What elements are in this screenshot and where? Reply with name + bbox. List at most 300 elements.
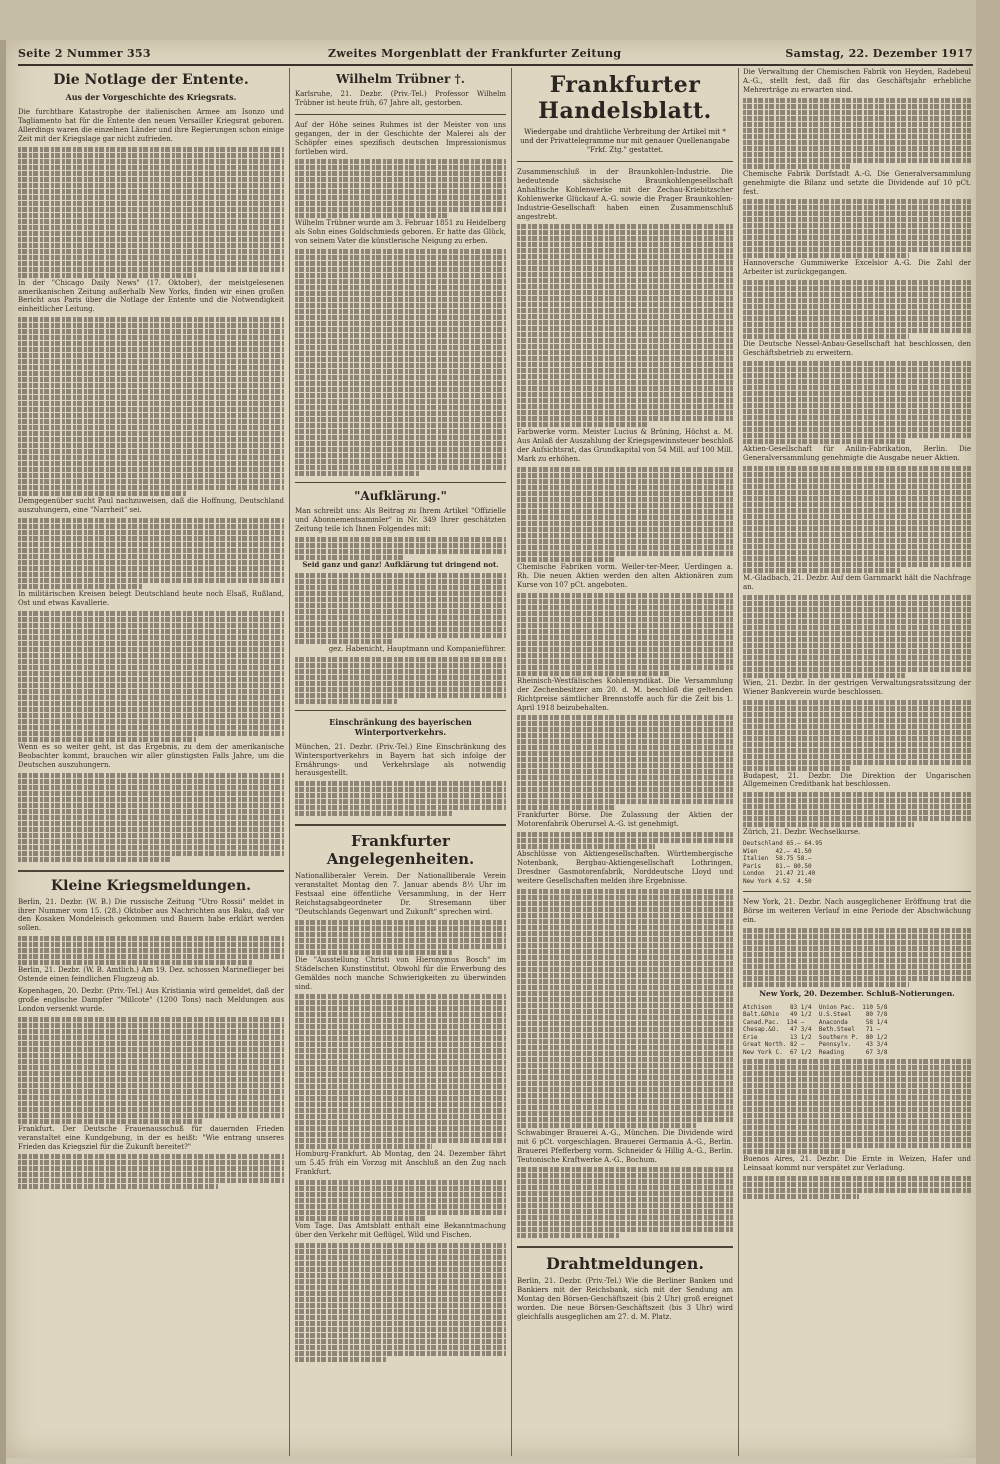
text-line xyxy=(295,633,506,638)
text-line xyxy=(517,647,733,652)
text-line xyxy=(295,1024,506,1029)
text-line xyxy=(295,423,506,428)
text-line xyxy=(18,273,196,278)
text-line xyxy=(18,1023,284,1028)
text-line xyxy=(517,1117,733,1122)
text-line xyxy=(295,681,506,686)
text-line xyxy=(295,781,506,786)
text-line xyxy=(743,643,971,648)
text-line xyxy=(295,627,506,632)
text-line xyxy=(295,249,506,254)
text-line xyxy=(743,334,909,339)
text-line xyxy=(295,195,506,200)
article-lead: Karlsruhe, 21. Dezbr. (Priv.-Tel.) Professor Wilhelm Trübner ist heute früh, 67 Jahre alt, gestorben. xyxy=(295,90,506,107)
text-line xyxy=(743,98,971,103)
text-line xyxy=(517,503,733,508)
text-line xyxy=(517,386,733,391)
text-line xyxy=(295,573,506,578)
text-line xyxy=(295,261,506,266)
text-line xyxy=(295,1180,506,1185)
text-line xyxy=(517,1209,733,1214)
text-line xyxy=(18,572,284,577)
text-line xyxy=(18,213,284,218)
text-block xyxy=(743,199,971,258)
text-line xyxy=(295,465,506,470)
text-line xyxy=(517,224,733,229)
text-line xyxy=(18,566,284,571)
text-block xyxy=(743,1059,971,1154)
article-title: Die Notlage der Entente. xyxy=(53,72,249,88)
text-line xyxy=(743,322,971,327)
text-block xyxy=(295,994,506,1149)
text-line xyxy=(743,1143,971,1148)
text-line xyxy=(295,1120,506,1125)
text-line xyxy=(18,1041,284,1046)
section-masthead: Frankfurter Handelsblatt. xyxy=(538,72,712,124)
text-line xyxy=(295,944,506,949)
text-line xyxy=(743,421,971,426)
text-line xyxy=(743,556,971,561)
text-line xyxy=(18,1065,284,1070)
article-paragraph: Auf der Höhe seines Ruhmes ist der Meister von uns gegangen, der in der Geschichte der Malerei als der Schöpfer eines spezifisch deutschen Impressionismus fortleben wird. xyxy=(295,120,506,156)
business-item: Zürich, 21. Dezbr. Wechselkurse. xyxy=(743,828,861,837)
text-line xyxy=(295,387,506,392)
text-line xyxy=(517,320,733,325)
business-item: Wien, 21. Dezbr. In der gestrigen Verwaltungsratssitzung der Wiener Bankverein wurde beschlossen. xyxy=(743,678,971,696)
text-line xyxy=(517,1111,733,1116)
text-line xyxy=(295,435,506,440)
text-line xyxy=(517,326,733,331)
text-line xyxy=(18,1077,284,1082)
article-paragraph: Die furchtbare Katastrophe der italienischen Armee am Isonzo und Tagliamento hat für die Entente den neuen Versailler Kriegsrat geboren. Allerdings waren die einzelnen Länder und ihre Regierungen schon einige Zeit mit der Kriegslage gar nicht zufrieden. xyxy=(18,108,284,143)
business-item: Abschlüsse von Aktiengesellschaften. Württembergische Notenbank, Bergbau-Aktiengesellschaft Lothringen, Dresdner Gasmotorenfabrik, Norddeutsche Lloyd und weitere Gesellschaften melden ihre Ergebnisse. xyxy=(517,850,733,885)
text-line xyxy=(18,383,284,388)
text-block xyxy=(743,361,971,444)
text-line xyxy=(18,635,284,640)
text-line xyxy=(743,1059,971,1064)
text-line xyxy=(517,739,733,744)
text-line xyxy=(295,411,506,416)
text-line xyxy=(18,1184,218,1189)
text-line xyxy=(295,621,506,626)
text-line xyxy=(18,1089,284,1094)
text-line xyxy=(743,140,971,145)
text-line xyxy=(743,397,971,402)
business-item: Budapest, 21. Dezbr. Die Direktion der Ungarischen Allgemeinen Creditbank hat beschlossen. xyxy=(743,771,971,789)
text-line xyxy=(743,292,971,297)
text-line xyxy=(743,110,971,115)
text-line xyxy=(295,321,506,326)
divider xyxy=(743,891,971,892)
text-line xyxy=(295,1243,506,1248)
article-title: Wilhelm Trübner †. xyxy=(336,72,465,86)
text-line xyxy=(517,781,733,786)
text-line xyxy=(743,595,971,600)
text-line xyxy=(743,667,971,672)
text-block xyxy=(18,936,284,965)
text-line xyxy=(18,353,284,358)
text-line xyxy=(18,773,284,778)
text-block xyxy=(743,98,971,169)
text-line xyxy=(18,629,284,634)
text-line xyxy=(517,1027,733,1032)
text-line xyxy=(295,315,506,320)
business-item: Aktien-Gesellschaft für Anilin-Fabrikation, Berlin. Die Generalversammlung genehmigte die Ausgabe neuer Aktien. xyxy=(743,445,971,462)
text-line xyxy=(743,798,971,803)
text-line xyxy=(743,607,971,612)
text-line xyxy=(517,1185,733,1190)
text-line xyxy=(18,371,284,376)
text-line xyxy=(18,491,186,496)
text-line xyxy=(743,804,971,809)
text-line xyxy=(295,393,506,398)
text-block xyxy=(295,920,506,955)
text-line xyxy=(295,1090,506,1095)
column-1 xyxy=(18,68,284,1456)
text-line xyxy=(295,615,506,620)
text-line xyxy=(18,389,284,394)
text-line xyxy=(517,895,733,900)
text-line xyxy=(18,183,284,188)
text-block xyxy=(743,1176,971,1199)
news-item: Berlin, 21. Dezbr. (W. B. Amtlich.) Am 19. Dez. schossen Marineflieger bei Ostende einen feindlichen Flugzeug ab. xyxy=(18,966,284,984)
text-line xyxy=(743,373,971,378)
text-line xyxy=(743,724,971,729)
text-line xyxy=(18,536,284,541)
text-line xyxy=(743,1113,971,1118)
text-line xyxy=(295,1144,432,1149)
text-line xyxy=(517,844,655,849)
text-line xyxy=(18,713,284,718)
text-line xyxy=(743,673,905,678)
text-line xyxy=(18,153,284,158)
text-line xyxy=(743,304,971,309)
text-line xyxy=(18,147,284,152)
text-line xyxy=(18,653,284,658)
text-line xyxy=(743,649,971,654)
divider xyxy=(295,482,506,483)
text-line xyxy=(295,1018,506,1023)
text-line xyxy=(295,657,506,662)
text-line xyxy=(295,165,506,170)
text-line xyxy=(517,665,733,670)
text-line xyxy=(18,347,284,352)
text-line xyxy=(295,1204,506,1209)
text-line xyxy=(18,431,284,436)
text-block xyxy=(295,537,506,560)
text-line xyxy=(295,441,506,446)
text-line xyxy=(517,1167,733,1172)
text-line xyxy=(18,237,284,242)
text-line xyxy=(517,551,733,556)
text-line xyxy=(295,1255,506,1260)
text-line xyxy=(18,518,284,523)
text-line xyxy=(517,805,614,810)
text-line xyxy=(295,189,506,194)
text-block xyxy=(743,595,971,678)
text-line xyxy=(18,1119,202,1124)
text-line xyxy=(517,467,733,472)
text-line xyxy=(18,671,284,676)
text-line xyxy=(18,695,284,700)
text-line xyxy=(743,286,971,291)
text-line xyxy=(743,637,971,642)
text-line xyxy=(18,377,284,382)
text-line xyxy=(517,308,733,313)
text-line xyxy=(743,478,971,483)
text-line xyxy=(18,467,284,472)
text-line xyxy=(517,611,733,616)
text-line xyxy=(295,1249,506,1254)
section-divider xyxy=(18,870,284,872)
text-line xyxy=(743,158,971,163)
text-line xyxy=(295,926,506,931)
text-line xyxy=(743,1065,971,1070)
text-block xyxy=(517,832,733,849)
text-line xyxy=(295,950,453,955)
text-line xyxy=(517,545,733,550)
text-line xyxy=(295,1042,506,1047)
text-line xyxy=(517,1039,733,1044)
text-line xyxy=(18,195,284,200)
text-line xyxy=(517,937,733,942)
text-line xyxy=(18,665,284,670)
text-line xyxy=(295,369,506,374)
news-item: Homburg-Frankfurt. Ab Montag, den 24. Dezember fährt um 5.45 früh ein Vorzug mit Anschluß an den Zug nach Frankfurt. xyxy=(295,1150,506,1177)
text-line xyxy=(517,1057,733,1062)
text-line xyxy=(743,1188,971,1193)
text-line xyxy=(517,416,733,421)
text-line xyxy=(18,803,284,808)
text-line xyxy=(295,699,398,704)
text-line xyxy=(517,1227,733,1232)
text-line xyxy=(295,669,506,674)
text-line xyxy=(18,401,284,406)
text-line xyxy=(18,936,284,941)
column-rule xyxy=(738,68,739,1456)
text-line xyxy=(18,785,284,790)
text-block xyxy=(18,611,284,742)
text-line xyxy=(295,207,506,212)
text-line xyxy=(295,811,453,816)
text-line xyxy=(517,497,733,502)
text-line xyxy=(295,1210,506,1215)
text-line xyxy=(517,913,733,918)
text-line xyxy=(743,217,971,222)
text-line xyxy=(295,1321,506,1326)
text-line xyxy=(295,357,506,362)
text-line xyxy=(18,530,284,535)
article-lead: Man schreibt uns: Als Beitrag zu Ihrem Artikel "Offizielle und Abonnementsammler" in Nr. 349 Ihrer geschätzten Zeitung teile ich Ihnen Folgendes mit: xyxy=(295,507,506,533)
text-line xyxy=(743,1107,971,1112)
news-item: Die "Ausstellung Christi von Hieronymus Bosch" im Städelschen Kunstinstitut. Obwohl für die Erwerbung des Gemäldes noch manche Schwierigkeiten zu überwinden sind. xyxy=(295,955,506,991)
text-line xyxy=(743,104,971,109)
text-line xyxy=(517,838,733,843)
text-line xyxy=(517,1203,733,1208)
text-block xyxy=(295,781,506,816)
article-title: Einschränkung des bayerischen Winterportverkehrs. xyxy=(329,716,472,737)
text-line xyxy=(517,1099,733,1104)
text-line xyxy=(517,284,733,289)
text-line xyxy=(517,799,733,804)
text-line xyxy=(743,253,909,258)
text-line xyxy=(743,700,971,705)
text-line xyxy=(743,484,971,489)
text-line xyxy=(295,327,506,332)
text-line xyxy=(517,1123,696,1128)
text-line xyxy=(743,391,971,396)
text-line xyxy=(295,363,506,368)
text-line xyxy=(18,707,284,712)
divider xyxy=(295,114,506,115)
text-line xyxy=(517,715,733,720)
text-line xyxy=(743,152,971,157)
text-line xyxy=(295,793,506,798)
text-line xyxy=(18,641,284,646)
text-line xyxy=(743,508,971,513)
text-line xyxy=(517,671,670,676)
text-line xyxy=(517,533,733,538)
text-line xyxy=(743,134,971,139)
text-line xyxy=(517,931,733,936)
text-line xyxy=(18,473,284,478)
scan-border-top xyxy=(0,0,1000,40)
text-line xyxy=(517,907,733,912)
text-line xyxy=(295,543,506,548)
text-line xyxy=(743,613,971,618)
section-title: Drahtmeldungen. xyxy=(546,1254,704,1274)
text-line xyxy=(18,1160,284,1165)
text-line xyxy=(517,635,733,640)
text-line xyxy=(743,1176,971,1181)
text-line xyxy=(295,297,506,302)
text-line xyxy=(18,317,284,322)
text-line xyxy=(295,291,506,296)
text-block xyxy=(743,280,971,339)
text-line xyxy=(517,485,733,490)
text-line xyxy=(18,1047,284,1052)
text-line xyxy=(743,316,971,321)
text-line xyxy=(295,1138,506,1143)
business-item: Die Verwaltung der Chemischen Fabrik von Heyden, Radebeul A.-G., stellt fest, daß für das Geschäftsjahr erhebliche Mehrerträge zu erwarten sind. xyxy=(743,68,971,94)
text-block xyxy=(517,467,733,562)
text-line xyxy=(295,1072,506,1077)
text-line xyxy=(295,471,419,476)
text-block xyxy=(18,1154,284,1189)
text-line xyxy=(18,779,284,784)
text-line xyxy=(517,629,733,634)
text-line xyxy=(517,889,733,894)
text-block xyxy=(295,1243,506,1362)
text-line xyxy=(743,544,971,549)
text-line xyxy=(18,1095,284,1100)
text-line xyxy=(743,235,971,240)
text-line xyxy=(18,954,284,959)
text-line xyxy=(517,979,733,984)
news-item: Berlin, 21. Dezbr. (W. B.) Die russische Zeitung "Utro Rossii" meldet in ihrer Nummer vom 15. (28.) Oktober aus Nachrichten aus Baku, daß vor den Kosaken Mondeleisch gekommen und Bauern habe erklärt werden sollen. xyxy=(18,897,284,933)
text-line xyxy=(295,309,506,314)
page-number: Seite 2 Nummer 353 xyxy=(18,47,151,60)
text-line xyxy=(517,1105,733,1110)
text-line xyxy=(517,1069,733,1074)
text-line xyxy=(18,617,284,622)
exchange-rate-table: Deutschland 65.— 64.95 Wien 42.— 41.50 Italien 58.75 58.— Paris 81.— 80.50 London 21.47 21.40 New York 4.52 4.50 xyxy=(743,840,823,885)
text-line xyxy=(295,805,506,810)
text-line xyxy=(743,952,971,957)
text-line xyxy=(295,1036,506,1041)
text-line xyxy=(18,1083,284,1088)
text-line xyxy=(18,189,284,194)
text-line xyxy=(517,733,733,738)
text-line xyxy=(295,609,506,614)
text-line xyxy=(517,751,733,756)
text-line xyxy=(743,367,971,372)
text-line xyxy=(295,1060,506,1065)
text-line xyxy=(517,599,733,604)
text-line xyxy=(18,647,284,652)
text-line xyxy=(295,1357,386,1362)
text-line xyxy=(517,1033,733,1038)
text-line xyxy=(517,997,733,1002)
text-line xyxy=(743,361,971,366)
text-line xyxy=(517,398,733,403)
text-line xyxy=(18,960,252,965)
text-line xyxy=(18,548,284,553)
text-line xyxy=(295,1261,506,1266)
text-line xyxy=(517,527,733,532)
text-block xyxy=(517,224,733,427)
column-3 xyxy=(517,68,733,1456)
article-paragraph: München, 21. Dezbr. (Priv.-Tel.) Eine Einschränkung des Wintersportverkehrs in Bayern hat sich infolge der Ernährungs- und Verkehrslage als notwendig herausgestellt. xyxy=(295,742,506,778)
text-line xyxy=(18,827,284,832)
text-line xyxy=(18,207,284,212)
text-line xyxy=(517,509,733,514)
text-line xyxy=(295,597,506,602)
text-line xyxy=(18,578,284,583)
text-line xyxy=(18,797,284,802)
text-line xyxy=(743,514,971,519)
text-line xyxy=(517,967,733,972)
issue-date: Samstag, 22. Dezember 1917 xyxy=(785,47,973,60)
text-line xyxy=(295,1048,506,1053)
text-line xyxy=(295,285,506,290)
text-line xyxy=(743,472,971,477)
text-line xyxy=(517,973,733,978)
text-line xyxy=(18,267,284,272)
text-block xyxy=(295,657,506,704)
text-line xyxy=(295,639,394,644)
text-line xyxy=(517,521,733,526)
text-line xyxy=(517,1081,733,1086)
text-line xyxy=(517,350,733,355)
news-item: Kopenhagen, 20. Dezbr. (Priv.-Tel.) Aus Kristiania wird gemeldet, daß der große englische Dampfer "Millcote" (1200 Tons) nach Meldungen aus London versenkt wurde. xyxy=(18,987,284,1013)
text-line xyxy=(18,261,284,266)
text-line xyxy=(18,677,284,682)
text-block xyxy=(18,773,284,862)
text-line xyxy=(743,934,971,939)
text-line xyxy=(295,159,506,164)
text-line xyxy=(18,1017,284,1022)
text-line xyxy=(295,1108,506,1113)
text-line xyxy=(743,247,971,252)
text-line xyxy=(517,392,733,397)
text-line xyxy=(295,381,506,386)
text-line xyxy=(517,368,733,373)
text-line xyxy=(18,413,284,418)
text-line xyxy=(18,839,284,844)
text-line xyxy=(295,537,506,542)
text-line xyxy=(295,1303,506,1308)
